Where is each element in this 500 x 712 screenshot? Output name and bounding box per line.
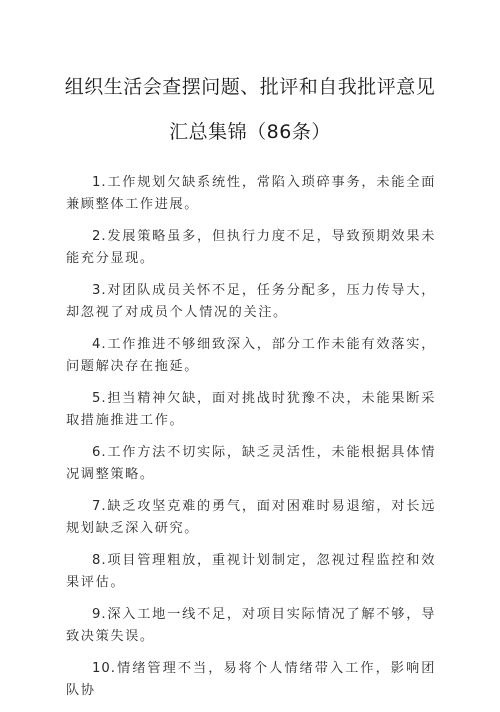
list-item (66, 658, 436, 702)
item-text: .担当精神欠缺，面对挑战时犹豫不决，未能果断采取措施推进工作。 (66, 391, 436, 428)
list-item (66, 280, 436, 324)
item-text: .工作推进不够细致深入，部分工作未能有效落实，问题解决存在拖延。 (66, 337, 436, 374)
document-title-line1: 组织生活会查摆问题、批评和自我批评意见 (64, 76, 436, 98)
list-item (66, 388, 436, 432)
list-item (66, 496, 436, 540)
list-item (66, 442, 436, 486)
item-text: .情绪管理不当，易将个人情绪带入工作，影响团队协 (66, 661, 436, 698)
item-number: 6 (92, 445, 102, 460)
list-item (66, 226, 436, 270)
item-text: .对团队成员关怀不足，任务分配多，压力传导大，却忽视了对成员个人情况的关注。 (66, 283, 436, 320)
item-number: 5 (92, 391, 102, 406)
list-item (66, 172, 436, 216)
item-text: .工作规划欠缺系统性，常陷入琐碎事务，未能全面兼顾整体工作进展。 (66, 175, 436, 212)
item-number: 10 (92, 661, 111, 676)
item-number: 4 (92, 337, 102, 352)
item-number: 2 (92, 229, 102, 244)
item-text: .工作方法不切实际，缺乏灵活性，未能根据具体情况调整策略。 (66, 445, 436, 482)
item-number: 8 (92, 553, 102, 568)
item-text: .项目管理粗放，重视计划制定，忽视过程监控和效果评估。 (66, 553, 436, 590)
list-item (66, 334, 436, 378)
list-item (66, 604, 436, 648)
item-text: .发展策略虽多，但执行力度不足，导致预期效果未能充分显现。 (66, 229, 436, 266)
item-text: .缺乏攻坚克难的勇气，面对困难时易退缩，对长远规划缺乏深入研究。 (66, 499, 436, 536)
item-text: .深入工地一线不足，对项目实际情况了解不够，导致决策失误。 (66, 607, 436, 644)
issue-list (66, 172, 436, 712)
item-number: 9 (92, 607, 102, 622)
item-number: 3 (92, 283, 102, 298)
item-number: 1 (92, 175, 102, 190)
list-item (66, 550, 436, 594)
item-number: 7 (92, 499, 102, 514)
document-title-line2: 汇总集锦（86条） (169, 121, 331, 143)
